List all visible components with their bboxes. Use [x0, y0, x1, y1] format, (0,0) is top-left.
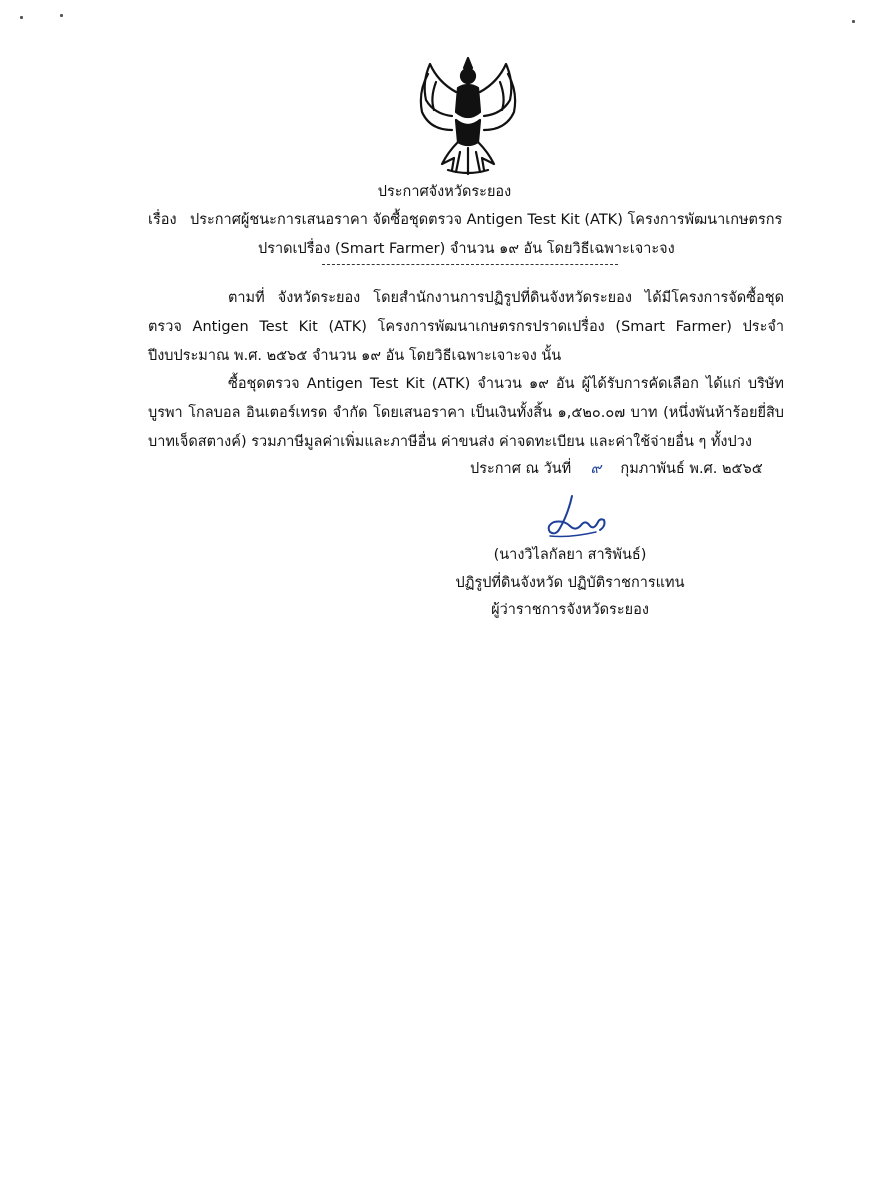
signer-position-2: ผู้ว่าราชการจังหวัดระยอง	[491, 602, 649, 618]
scan-speck	[60, 14, 63, 17]
scan-speck	[852, 20, 855, 23]
date-line	[470, 457, 763, 480]
date-suffix: กุมภาพันธ์ พ.ศ. ๒๕๖๕	[620, 461, 763, 477]
subject-line-1: ประกาศผู้ชนะการเสนอราคา จัดซื้อชุดตรวจ Antigen Test Kit (ATK) โครงการพัฒนาเกษตรกร	[190, 212, 783, 228]
subject	[148, 206, 808, 264]
garuda-emblem-icon	[408, 52, 528, 177]
paragraph-1-text: ตามที่ จังหวัดระยอง โดยสำนักงานการปฏิรูปที่ดินจังหวัดระยอง ได้มีโครงการจัดซื้อชุดตรวจ Antigen Test Kit (ATK) โครงการพัฒนาเกษตรกรปราดเปรื่อง (Smart Farmer) ประจำปีงบประมาณ พ.ศ. ๒๕๖๕ จำนวน ๑๙ อัน โดยวิธีเฉพาะเจาะจง นั้น	[148, 290, 784, 364]
date-day: ๙	[590, 461, 602, 477]
handwritten-signature	[520, 492, 610, 542]
subject-line-2: ปราดเปรื่อง (Smart Farmer) จำนวน ๑๙ อัน โดยวิธีเฉพาะเจาะจง	[258, 241, 675, 257]
date-prefix: ประกาศ ณ วันที่	[470, 461, 572, 477]
announcement-title: ประกาศจังหวัดระยอง	[377, 184, 512, 200]
signer-name: (นางวิไลกัลยา สาริพันธ์)	[493, 547, 647, 563]
paragraph-1	[148, 284, 784, 371]
subject-label: เรื่อง	[148, 212, 177, 228]
signer-position-1: ปฏิรูปที่ดินจังหวัด ปฏิบัติราชการแทน	[455, 575, 685, 591]
paragraph-2-text: ซื้อชุดตรวจ Antigen Test Kit (ATK) จำนวน ๑๙ อัน ผู้ได้รับการคัดเลือก ได้แก่ บริษัท บูรพา โกลบอล อินเตอร์เทรด จำกัด โดยเสนอราคา เป็นเงินทั้งสิ้น ๑,๕๒๐.๐๗ บาท (หนึ่งพันห้าร้อยยี่สิบบาทเจ็ดสตางค์) รวมภาษีมูลค่าเพิ่มและภาษีอื่น ค่าขนส่ง ค่าจดทะเบียน และค่าใช้จ่ายอื่น ๆ ทั้งปวง	[148, 376, 784, 450]
paragraph-2	[148, 370, 784, 457]
scan-speck	[20, 16, 23, 19]
divider	[322, 264, 618, 265]
